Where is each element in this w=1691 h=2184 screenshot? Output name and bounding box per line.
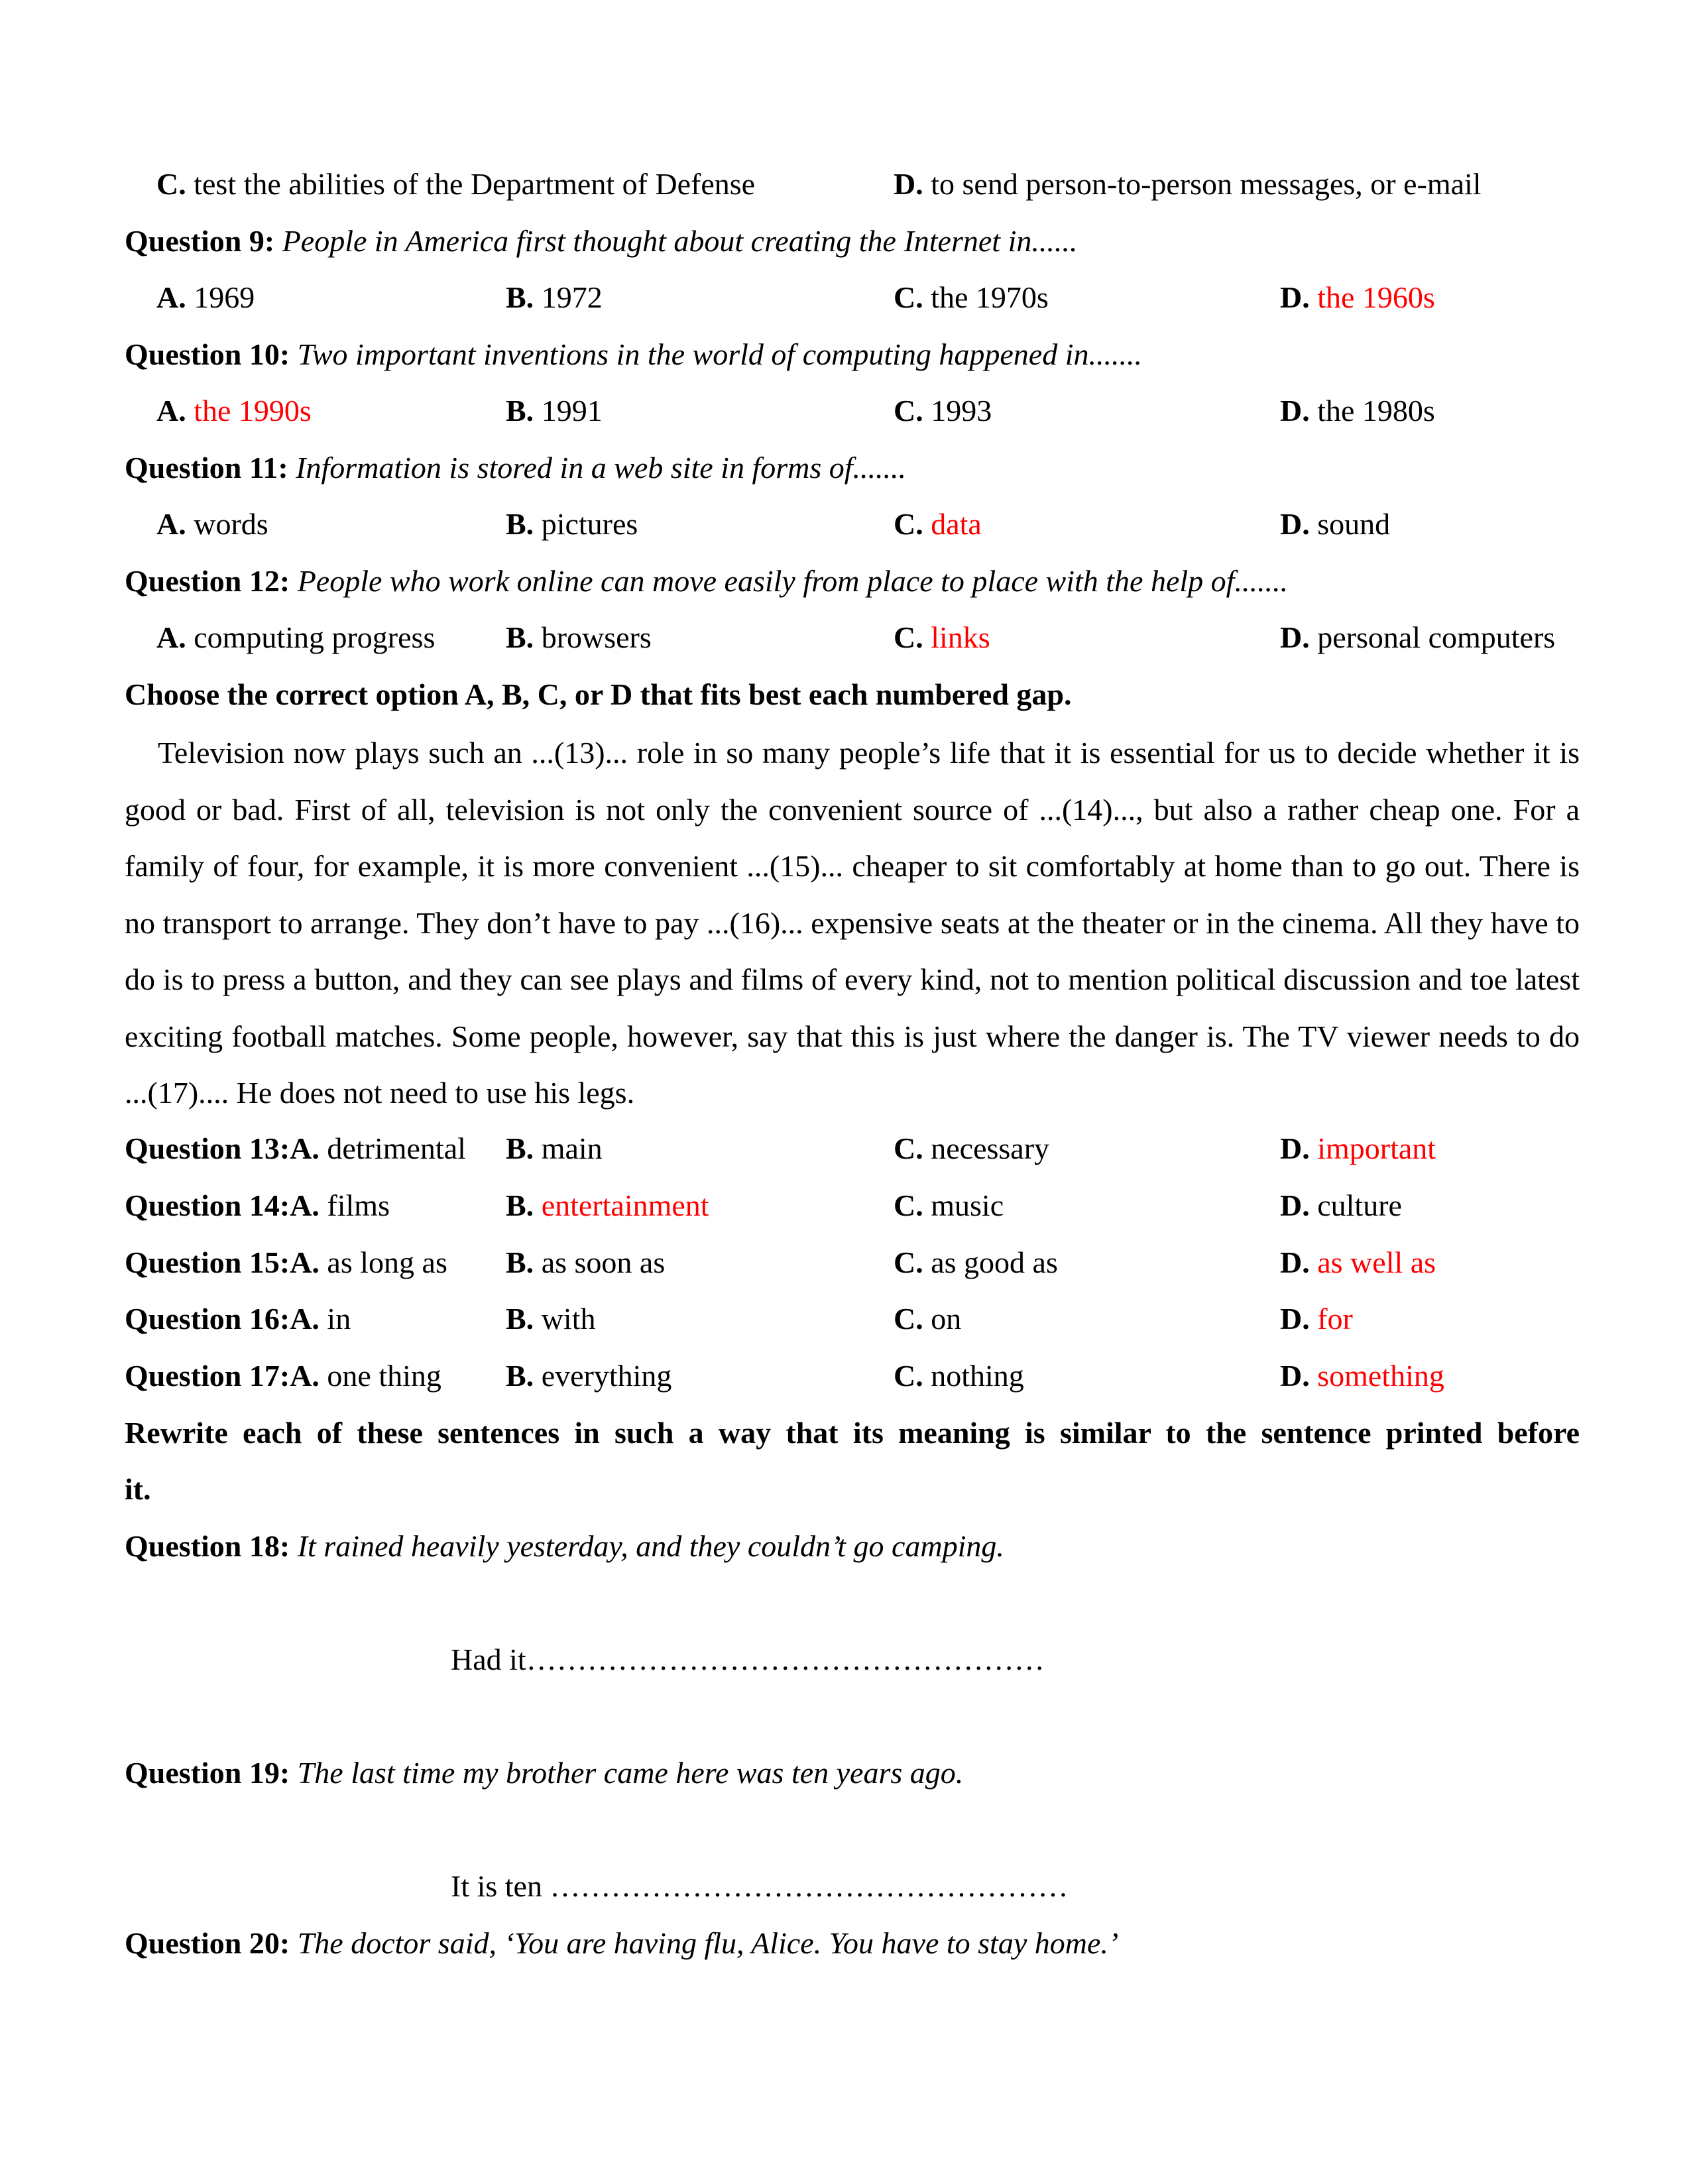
cloze-instruction: Choose the correct option A, B, C, or D that fits best each numbered gap.: [125, 677, 1072, 711]
text: It rained heavily yesterday, and they couldn’t go camping.: [297, 1529, 1004, 1563]
option-d-correct: [1280, 1357, 1444, 1395]
label-text: B.: [506, 1359, 534, 1393]
option-b: [506, 1357, 671, 1395]
correct-answer-text: data: [931, 507, 982, 541]
question-label: [125, 1130, 466, 1167]
question-9: [125, 223, 1580, 260]
text: as long as: [327, 1245, 447, 1279]
label-text: Question 13:: [125, 1131, 290, 1165]
text: The doctor said, ‘You are having flu, Alice. You have to stay home.’: [297, 1926, 1119, 1960]
option-c: [894, 392, 992, 430]
label-text: Question 20:: [125, 1926, 290, 1960]
label-text: C.: [894, 1131, 923, 1165]
option-b: [506, 392, 603, 430]
label-text: D.: [1280, 1188, 1310, 1222]
question-20: [125, 1925, 1580, 1962]
label-text: C.: [894, 1359, 923, 1393]
label-text: D.: [894, 167, 923, 201]
label-text: B.: [506, 1245, 534, 1279]
label-text: D.: [1280, 1131, 1310, 1165]
option-a: [156, 279, 255, 316]
text: 1991: [541, 394, 603, 428]
label-text: D.: [1280, 620, 1310, 654]
question-label: [125, 1187, 390, 1224]
label-text: D.: [1280, 280, 1310, 314]
text: People in America first thought about creating the Internet in......: [282, 224, 1078, 258]
label-text: Question 18:: [125, 1529, 290, 1563]
text: sound: [1317, 507, 1391, 541]
label-text: A.: [290, 1359, 320, 1393]
question-12: [125, 563, 1580, 600]
rewrite-instruction: Rewrite each of these sentences in such a way that its meaning is similar to the sentence printed before: [125, 1416, 1580, 1450]
label-text: Question 11:: [125, 451, 288, 485]
label-text: A.: [290, 1131, 320, 1165]
correct-answer-text: for: [1317, 1302, 1353, 1336]
text: as good as: [931, 1245, 1058, 1279]
label-text: D.: [1280, 1302, 1310, 1336]
text: films: [327, 1188, 390, 1222]
passage-text: Television now plays such an ...(13)... role in so many people’s life that it is essential for us to decide whether it is good or bad. First of all, television is not only the convenient source of ...(14)..., but also a rather cheap one. For a family of four, for example, it is more convenient ...(15)... cheaper to sit comfortably at home than to go out. There is no transport to arrange. They don’t have to pay ...(16)... expensive seats at the theater or in the cinema. All they have to do is to press a button, and they can see plays and films of every kind, not to mention political discussion and toe latest exciting football matches. Some people, however, say that this is just where the danger is. The TV viewer needs to do ...(17).... He does not need to use his legs.: [125, 736, 1580, 1110]
option-d-correct: [1280, 1300, 1353, 1338]
correct-answer-text: entertainment: [541, 1188, 709, 1222]
option-b-correct: [506, 1187, 709, 1224]
label-text: D.: [1280, 1359, 1310, 1393]
option-c: [894, 1187, 1004, 1224]
label-text: Question 17:: [125, 1359, 290, 1393]
option-c: [894, 1357, 1024, 1395]
option-b: [506, 619, 652, 656]
label-text: C.: [894, 1188, 923, 1222]
text: Information is stored in a web site in forms of.......: [296, 451, 907, 485]
label-text: B.: [506, 394, 534, 428]
option-c: [894, 1300, 961, 1338]
question-19: [125, 1754, 1580, 1792]
option-d: [1280, 619, 1555, 656]
text: the 1980s: [1317, 394, 1435, 428]
option-c: [894, 1244, 1058, 1281]
correct-answer-text: the 1960s: [1317, 280, 1435, 314]
label-text: A.: [156, 620, 186, 654]
question-label: [125, 1244, 447, 1281]
option-d: [1280, 392, 1435, 430]
text: browsers: [541, 620, 652, 654]
text: 1993: [931, 394, 992, 428]
label-text: B.: [506, 1302, 534, 1336]
label-text: A.: [290, 1188, 320, 1222]
label-text: C.: [894, 280, 923, 314]
text: in: [327, 1302, 351, 1336]
text: music: [931, 1188, 1004, 1222]
label-text: Question 12:: [125, 564, 290, 598]
answer-blank[interactable]: ……………………………………………: [526, 1642, 1045, 1676]
label-text: C.: [894, 1245, 923, 1279]
text: as soon as: [541, 1245, 666, 1279]
option-b: [506, 1244, 665, 1281]
option-c: [894, 1130, 1049, 1167]
label-text: D.: [1280, 1245, 1310, 1279]
text: on: [931, 1302, 962, 1336]
text: one thing: [327, 1359, 441, 1393]
label-text: A.: [156, 507, 186, 541]
option-d: [1280, 506, 1390, 543]
option-d-correct: [1280, 1244, 1436, 1281]
text: test the abilities of the Department of Defense: [194, 167, 756, 201]
label-text: C.: [156, 167, 186, 201]
label-text: C.: [894, 620, 923, 654]
question-18: [125, 1528, 1580, 1565]
text: detrimental: [327, 1131, 466, 1165]
label-text: Question 10:: [125, 337, 290, 371]
label-text: C.: [894, 1302, 923, 1336]
label-text: Question 15:: [125, 1245, 290, 1279]
answer-blank[interactable]: ……………………………………………: [550, 1869, 1069, 1903]
text: the 1970s: [931, 280, 1049, 314]
option-a: [156, 506, 268, 543]
rewrite-instruction-cont: it.: [125, 1472, 151, 1506]
correct-answer-text: as well as: [1317, 1245, 1436, 1279]
option-d: [894, 166, 1482, 203]
question-label: [125, 1357, 441, 1395]
question-label: [125, 1300, 351, 1338]
option-b: [506, 1300, 595, 1338]
label-text: C.: [894, 507, 923, 541]
text: computing progress: [194, 620, 436, 654]
text: The last time my brother came here was ten years ago.: [297, 1756, 964, 1790]
question-11: [125, 449, 1580, 487]
question-19-answer[interactable]: [451, 1868, 1068, 1905]
correct-answer-text: the 1990s: [194, 394, 312, 428]
label-text: B.: [506, 507, 534, 541]
text: with: [541, 1302, 596, 1336]
label-text: Question 9:: [125, 224, 275, 258]
option-c: [894, 279, 1049, 316]
label-text: B.: [506, 620, 534, 654]
label-text: C.: [894, 394, 923, 428]
text: People who work online can move easily from place to place with the help of.......: [297, 564, 1288, 598]
label-text: B.: [506, 1188, 534, 1222]
label-text: D.: [1280, 507, 1310, 541]
option-c-correct: [894, 619, 990, 656]
option-d-correct: [1280, 279, 1435, 316]
text: to send person-to-person messages, or e-mail: [931, 167, 1482, 201]
label-text: Question 19:: [125, 1756, 290, 1790]
text: personal computers: [1317, 620, 1556, 654]
label-text: B.: [506, 280, 534, 314]
option-a-correct: [156, 392, 312, 430]
label-text: D.: [1280, 394, 1310, 428]
option-d: [1280, 1187, 1402, 1224]
question-18-answer[interactable]: [451, 1641, 1045, 1678]
question-10: [125, 336, 1580, 373]
label-text: Question 16:: [125, 1302, 290, 1336]
text: Two important inventions in the world of computing happened in.......: [297, 337, 1143, 371]
text: necessary: [931, 1131, 1050, 1165]
text: everything: [541, 1359, 672, 1393]
text: main: [541, 1131, 603, 1165]
text: pictures: [541, 507, 638, 541]
label-text: B.: [506, 1131, 534, 1165]
option-b: [506, 279, 603, 316]
text: Had it: [451, 1642, 526, 1676]
label-text: A.: [156, 280, 186, 314]
label-text: A.: [156, 394, 186, 428]
option-b: [506, 506, 638, 543]
text: 1972: [541, 280, 603, 314]
text: 1969: [194, 280, 255, 314]
text: nothing: [931, 1359, 1024, 1393]
option-c: [156, 166, 755, 203]
option-d-correct: [1280, 1130, 1436, 1167]
label-text: Question 14:: [125, 1188, 290, 1222]
cloze-passage: [125, 724, 1580, 1121]
text: It is ten: [451, 1869, 550, 1903]
text: words: [194, 507, 268, 541]
correct-answer-text: something: [1317, 1359, 1444, 1393]
correct-answer-text: important: [1317, 1131, 1436, 1165]
text: culture: [1317, 1188, 1402, 1222]
option-a: [156, 619, 435, 656]
label-text: A.: [290, 1302, 320, 1336]
option-b: [506, 1130, 603, 1167]
correct-answer-text: links: [931, 620, 990, 654]
label-text: A.: [290, 1245, 320, 1279]
option-c-correct: [894, 506, 982, 543]
